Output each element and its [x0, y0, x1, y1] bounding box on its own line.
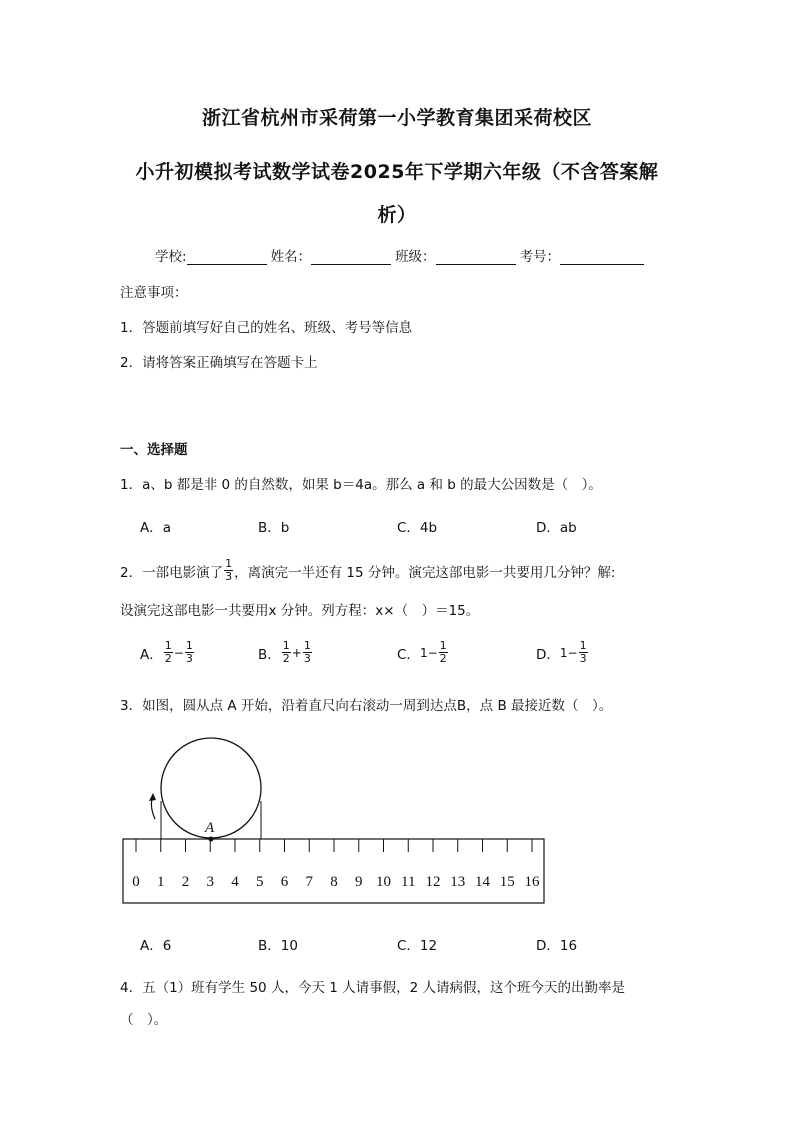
q2-a-frac-2-num: 1: [185, 639, 193, 652]
q2-a-frac-2-den: 3: [185, 652, 193, 665]
ruler-number: 13: [450, 874, 466, 890]
title-line-1: 浙江省杭州市采荷第一小学教育集团采荷校区: [201, 107, 592, 129]
ruler-number: 11: [401, 874, 416, 890]
q2-d-lead: 1−: [559, 645, 578, 660]
q2-fraction: [224, 558, 233, 583]
q2-frac-num: 1: [225, 557, 233, 570]
class-label: 班级：: [395, 249, 436, 265]
q2-option-b[interactable]: [258, 640, 313, 665]
exam-number-label: 考号：: [519, 249, 561, 265]
ruler-ticks: [136, 839, 532, 852]
question-3-text: 3．如图，圆从点 A 开始，沿着直尺向右滚动一周到达点B，点 B 最接近数（ ）。: [120, 698, 613, 714]
q2-d-frac-num: 1: [579, 639, 587, 652]
q2-frac-den: 3: [225, 570, 233, 583]
ruler-number: 9: [355, 874, 363, 890]
ruler-number: 16: [524, 874, 540, 890]
rotation-arrowhead: [149, 793, 156, 801]
ruler-number: 1: [157, 874, 165, 890]
q2-a-frac-1: [164, 640, 173, 665]
ruler-number: 5: [256, 874, 264, 890]
question-2-line-2: 设演完这部电影一共要用x 分钟。列方程：x×（ ）＝15。: [120, 603, 480, 619]
q2-c-frac-den: 2: [439, 652, 447, 665]
q2-b-frac-1-num: 1: [282, 639, 290, 652]
notes-heading: 注意事项：: [120, 285, 188, 301]
q1-option-c[interactable]: C．4b: [397, 520, 438, 536]
q2-text-before: 2．一部电影演了: [120, 564, 224, 581]
ruler-number: 6: [280, 874, 289, 890]
q3-option-b[interactable]: B．10: [258, 938, 298, 954]
ruler-number: 0: [132, 874, 140, 890]
ruler-number: 2: [181, 874, 190, 890]
section-heading: 一、选择题: [120, 442, 188, 458]
school-label: 学校:: [155, 249, 187, 265]
q2-b-frac-2-num: 1: [303, 639, 311, 652]
q3-option-d[interactable]: D．16: [536, 938, 578, 954]
ruler-number: 10: [376, 874, 391, 890]
note-item-2: 2．请将答案正确填写在答题卡上: [120, 355, 318, 371]
q2-a-operator: −: [173, 645, 184, 660]
title-line-2: 小升初模拟考试数学试卷2025年下学期六年级（不含答案解: [135, 161, 659, 183]
q2-text-after: ，离演完一半还有 15 分钟。演完这部电影一共要用几分钟？解:: [234, 564, 616, 581]
question-2-line-1: [120, 558, 615, 583]
question-4-line-2: （ ）。: [120, 1012, 168, 1028]
ruler-number: 4: [231, 874, 239, 890]
q2-c-lead: 1−: [419, 645, 438, 660]
q2-b-prefix: B．: [258, 646, 281, 663]
q3-option-a[interactable]: A．6: [140, 938, 172, 954]
q2-d-frac-den: 3: [579, 652, 587, 665]
ruler-number: 15: [499, 874, 515, 890]
q2-b-frac-2-den: 3: [303, 652, 311, 665]
school-blank[interactable]: [187, 250, 267, 265]
ruler-numbers: [132, 874, 540, 890]
ruler-number: 8: [330, 874, 338, 890]
ruler-number: 7: [305, 874, 313, 890]
name-blank[interactable]: [311, 250, 391, 265]
ruler-number: 14: [475, 874, 490, 890]
q2-b-operator: +: [291, 645, 302, 660]
q1-option-d[interactable]: D．ab: [536, 520, 577, 536]
note-item-1: 1．答题前填写好自己的姓名、班级、考号等信息: [120, 320, 413, 336]
q2-a-frac-1-num: 1: [164, 639, 172, 652]
ruler-number: 12: [425, 874, 441, 890]
q2-b-frac-1: [282, 640, 291, 665]
title-line-3: 析）: [377, 204, 417, 226]
q2-option-a[interactable]: [140, 640, 195, 665]
q2-option-c[interactable]: [397, 640, 449, 665]
circle-ruler-figure: [115, 735, 555, 915]
q2-a-frac-2: [185, 640, 194, 665]
ruler-number: 3: [206, 874, 214, 890]
class-blank[interactable]: [436, 250, 516, 265]
name-label: 姓名：: [270, 249, 312, 265]
point-a-label: A: [205, 820, 215, 836]
q1-option-a[interactable]: A．a: [140, 520, 172, 536]
q3-option-c[interactable]: C．12: [397, 938, 438, 954]
q2-b-frac-2: [303, 640, 312, 665]
q2-a-prefix: A．: [140, 646, 163, 663]
q2-a-frac-1-den: 2: [164, 652, 172, 665]
q1-option-b[interactable]: B．b: [258, 520, 290, 536]
q2-c-frac-num: 1: [439, 639, 447, 652]
q2-b-frac-1-den: 2: [282, 652, 290, 665]
question-1-text: 1．a、b 都是非 0 的自然数，如果 b＝4a。那么 a 和 b 的最大公因数是（ ）。: [120, 477, 602, 493]
info-fields: [155, 245, 648, 265]
q2-d-frac: [579, 640, 588, 665]
question-4-line-1: 4．五（1）班有学生 50 人，今天 1 人请事假，2 人请病假，这个班今天的出勤率是: [120, 980, 625, 996]
exam-number-blank[interactable]: [560, 250, 644, 265]
q2-c-frac: [439, 640, 448, 665]
q2-d-prefix: D．: [536, 646, 560, 663]
q2-c-prefix: C．: [397, 646, 420, 663]
q2-option-d[interactable]: [536, 640, 589, 665]
